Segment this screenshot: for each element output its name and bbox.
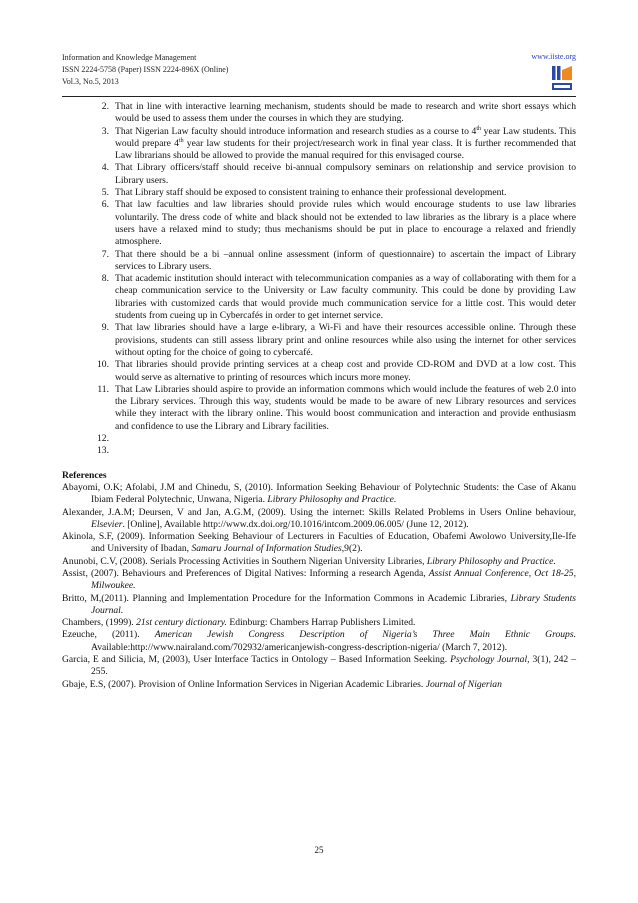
references-heading: References <box>62 469 107 481</box>
reference-item: Britto, M,(2011). Planning and Implementation Procedure for the Information Commons in Academic Libraries, Library Students Journal. <box>62 592 576 616</box>
recommendations-list <box>62 101 576 458</box>
list-item: 6. That law faculties and law libraries should provide rules which would encourage students to use law libraries voluntarily. The dress code of white and black should not be extended to law libraries as the library is a place where users have a relaxed mind to study; thus mechanisms should be put in place to encourage a relaxed and friendly atmosphere. <box>101 199 576 248</box>
list-item: 5. That Library staff should be exposed to consistent training to enhance their professional development. <box>101 187 507 199</box>
website-link[interactable]: www.iiste.org <box>531 52 576 61</box>
reference-item: Ezeuche, (2011). American Jewish Congress Description of Nigeria’s Three Main Ethnic Groups. Available:http://www.nairaland.com/702932/americanjewish-congress-description-nigeria/ (March 7, 2012). <box>62 629 576 653</box>
list-item: 8. That academic institution should interact with telecommunication companies as a way of collaborating with them for a cheap communication service to the University or Law faculty community. This could be done by providing Law libraries with customized cards that would provide much communication service for a little cost. This would deter students from cueing up in Cybercafés in order to get internet service. <box>101 273 576 322</box>
list-item: 2. That in line with interactive learning mechanism, students should be made to research and write short essays which would be used to assess them under the courses in which they are studying. <box>101 101 576 125</box>
page-number: 25 <box>314 845 324 855</box>
list-item: 10. That libraries should provide printing services at a cheap cost and provide CD-ROM and DVD at a low cost. This would serve as alternative to printing of resources which incurs more money. <box>97 359 576 383</box>
list-item: 12. <box>97 433 109 445</box>
references-list <box>62 482 576 691</box>
issn-line: ISSN 2224-5758 (Paper) ISSN 2224-896X (Online) <box>62 65 229 74</box>
header-rule <box>62 96 576 97</box>
list-item: 3. That Nigerian Law faculty should introduce information and research studies as a course to 4th year Law students. This would prepare 4th year law students for their project/research work in final year class. It is further recommended that Law librarians should be allowed to provide the manual required for this envisaged course. <box>101 125 576 162</box>
volume-line: Vol.3, No.5, 2013 <box>62 77 119 86</box>
journal-title: Information and Knowledge Management <box>62 53 197 62</box>
reference-item: Assist, (2007). Behaviours and Preferences of Digital Natives: Informing a research Agenda, Assist Annual Conference, Oct 18-25, Milwoukee. <box>62 567 576 592</box>
list-item: 9. That law libraries should have a large e-library, a Wi-Fi and have their resources accessible online. Through these provisions, students can still assess library print and online resources while also using the internet for other services without opting for the choice of going to cybercafé. <box>101 322 576 358</box>
iiste-logo <box>550 64 574 92</box>
reference-item: Akinola, S.F, (2009). Information Seeking Behaviour of Lecturers in Faculties of Education, Obafemi Awolowo University,Ile-Ife and University of Ibadan, Samaru Journal of Information Studies,9(2). <box>62 531 576 555</box>
list-item: 4. That Library officers/staff should receive bi-annual compulsory seminars on relationship and service provision to Library users. <box>101 162 576 186</box>
list-item: 7. That there should be a bi –annual online assessment (inform of questionnaire) to ascertain the impact of Library services to Library users. <box>101 248 576 272</box>
reference-item: Garcia, E and Silicia, M, (2003), User Interface Tactics in Ontology – Based Information Seeking. Psychology Journal, 3(1), 242 – 255. <box>62 654 576 678</box>
reference-item: Chambers, (1999). 21st century dictionary. Edinburg: Chambers Harrap Publishers Limited. <box>62 617 416 629</box>
article-body <box>62 101 576 691</box>
list-item: 11. That Law Libraries should aspire to provide an information commons which would include the features of web 2.0 into the Library services. Through this way, students would be made to be aware of new Library resources and services while they interact with the library online. This would boost communication and interaction and provide enthusiasm and confidence to use the Library and Library facilities. <box>97 383 576 432</box>
reference-item: Gbaje, E.S, (2007). Provision of Online Information Services in Nigerian Academic Libraries. Journal of Nigerian <box>62 678 502 690</box>
list-item: 13. <box>97 445 109 457</box>
reference-item: Anunobi, C.V, (2008). Serials Processing Activities in Southern Nigerian University Libraries, Library Philosophy and Practice. <box>62 555 556 567</box>
reference-item: Abayomi, O.K; Afolabi, J.M and Chinedu, S, (2010). Information Seeking Behaviour of Polytechnic Students: the Case of Akanu Ibiam Federal Polytechnic, Unwana, Nigeria. Library Philosophy and Practice. <box>62 481 576 506</box>
reference-item: Alexander, J.A.M; Deursen, V and Jan, A.G.M, (2009). Using the internet: Skills Related Problems in Users Online behaviour, Elsevier. [Online], Available http://www.dx.doi.org/10.1016/intcom.2009.06.005/ (June 12, 2012). <box>62 506 576 530</box>
